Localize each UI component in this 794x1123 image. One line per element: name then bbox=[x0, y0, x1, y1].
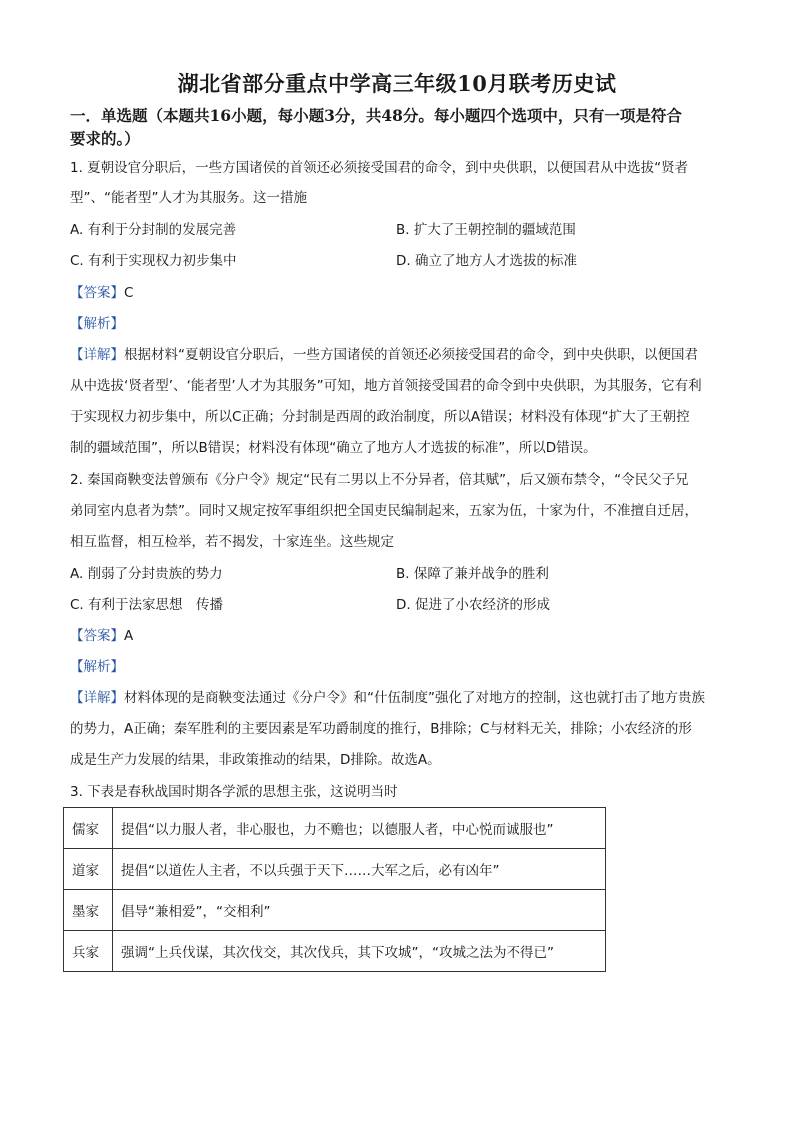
section-heading-line1: 一．单选题（本题共16小题，每小题3分，共48分。每小题四个选项中，只有一项是符合 bbox=[70, 106, 682, 125]
q2-option-b: B. 保障了兼并战争的胜利 bbox=[396, 566, 549, 582]
q2-detail-line2: 的势力，A正确；秦军胜利的主要因素是军功爵制度的推行，B排除；C与材料无关，排除；小农经济的形 bbox=[70, 721, 692, 737]
q2-option-d: D. 促进了小农经济的形成 bbox=[396, 597, 550, 613]
table-row bbox=[64, 808, 606, 849]
table-row bbox=[64, 890, 606, 931]
q1-option-c: C. 有利于实现权力初步集中 bbox=[70, 253, 237, 269]
q2-stem-line2: 弟同室内息者为禁”。同时又规定按军事组织把全国吏民编制起来，五家为伍，十家为什，不准擅自迁居， bbox=[70, 503, 698, 519]
table-cell-school: 儒家 bbox=[64, 808, 113, 849]
q2-stem-line1: 2. 秦国商鞅变法曾颁布《分户令》规定“民有二男以上不分异者，倍其赋”，后又颁布禁令，“令民父子兄 bbox=[70, 472, 689, 488]
q2-detail-text1: 材料体现的是商鞅变法通过《分户令》和“什伍制度”强化了对地方的控制，这也就打击了地方贵族 bbox=[124, 690, 705, 706]
q1-detail-line2: 从中选拔‘贤者型’、‘能者型’人才为其服务”可知，地方首领接受国君的命令到中央供职，为其服务，它有利 bbox=[70, 378, 702, 394]
q2-stem-line3: 相互监督，相互检举，若不揭发，十家连坐。这些规定 bbox=[70, 534, 394, 550]
table-row bbox=[64, 849, 606, 890]
q1-answer-tag: 【答案】 bbox=[70, 285, 124, 301]
q1-stem-line1: 1. 夏朝设官分职后，一些方国诸侯的首领还必须接受国君的命令，到中央供职，以便国君从中选拔“贤者 bbox=[70, 160, 689, 176]
q1-answer bbox=[70, 283, 133, 303]
q2-analysis-tag: 【解析】 bbox=[70, 659, 124, 675]
table-cell-school: 墨家 bbox=[64, 890, 113, 931]
q1-detail-line1 bbox=[70, 345, 698, 365]
q1-answer-value: C bbox=[124, 285, 134, 301]
table-cell-school: 兵家 bbox=[64, 931, 113, 972]
q1-option-a: A. 有利于分封制的发展完善 bbox=[70, 222, 237, 238]
q1-detail-line4: 制的疆域范围”，所以B错误；材料没有体现“确立了地方人才选拔的标准”，所以D错误。 bbox=[70, 440, 597, 456]
table-cell-school: 道家 bbox=[64, 849, 113, 890]
q2-option-a: A. 削弱了分封贵族的势力 bbox=[70, 566, 223, 582]
table-cell-view: 提倡“以力服人者，非心服也，力不赡也；以德服人者，中心悦而诚服也” bbox=[113, 808, 606, 849]
q1-option-b: B. 扩大了王朝控制的疆域范围 bbox=[396, 222, 576, 238]
q1-analysis-tag: 【解析】 bbox=[70, 316, 124, 332]
q2-analysis bbox=[70, 657, 124, 677]
q2-detail-line3: 成是生产力发展的结果，非政策推动的结果，D排除。故选A。 bbox=[70, 752, 441, 768]
q2-answer-tag: 【答案】 bbox=[70, 628, 124, 644]
section-heading bbox=[70, 104, 730, 150]
table-row bbox=[64, 931, 606, 972]
q2-answer-value: A bbox=[124, 628, 134, 644]
q1-stem-line2: 型”、“能者型”人才为其服务。这一措施 bbox=[70, 190, 307, 206]
table-cell-view: 提倡“以道佐人主者，不以兵强于天下……大军之后，必有凶年” bbox=[113, 849, 606, 890]
table-cell-view: 强调“上兵伐谋，其次伐交，其次伐兵，其下攻城”，“攻城之法为不得已” bbox=[113, 931, 606, 972]
table-cell-view: 倡导“兼相爱”，“交相利” bbox=[113, 890, 606, 931]
section-heading-line2: 要求的。） bbox=[70, 129, 140, 148]
q3-stem: 3. 下表是春秋战国时期各学派的思想主张，这说明当时 bbox=[70, 784, 398, 800]
q1-option-d: D. 确立了地方人才选拔的标准 bbox=[396, 253, 577, 269]
q2-answer bbox=[70, 626, 133, 646]
q1-detail-tag: 【详解】 bbox=[70, 347, 124, 363]
q1-analysis bbox=[70, 314, 124, 334]
q1-detail-line3: 于实现权力初步集中，所以C正确；分封制是西周的政治制度，所以A错误；材料没有体现“扩大了王朝控 bbox=[70, 409, 690, 425]
schools-table bbox=[63, 807, 606, 972]
q1-detail-text1: 根据材料“夏朝设官分职后，一些方国诸侯的首领还必须接受国君的命令，到中央供职，以便国君 bbox=[124, 347, 698, 363]
q2-detail-line1 bbox=[70, 688, 705, 708]
q2-detail-tag: 【详解】 bbox=[70, 690, 124, 706]
page-title: 湖北省部分重点中学高三年级10月联考历史试 bbox=[177, 71, 617, 96]
q2-option-c: C. 有利于法家思想 传播 bbox=[70, 597, 224, 613]
